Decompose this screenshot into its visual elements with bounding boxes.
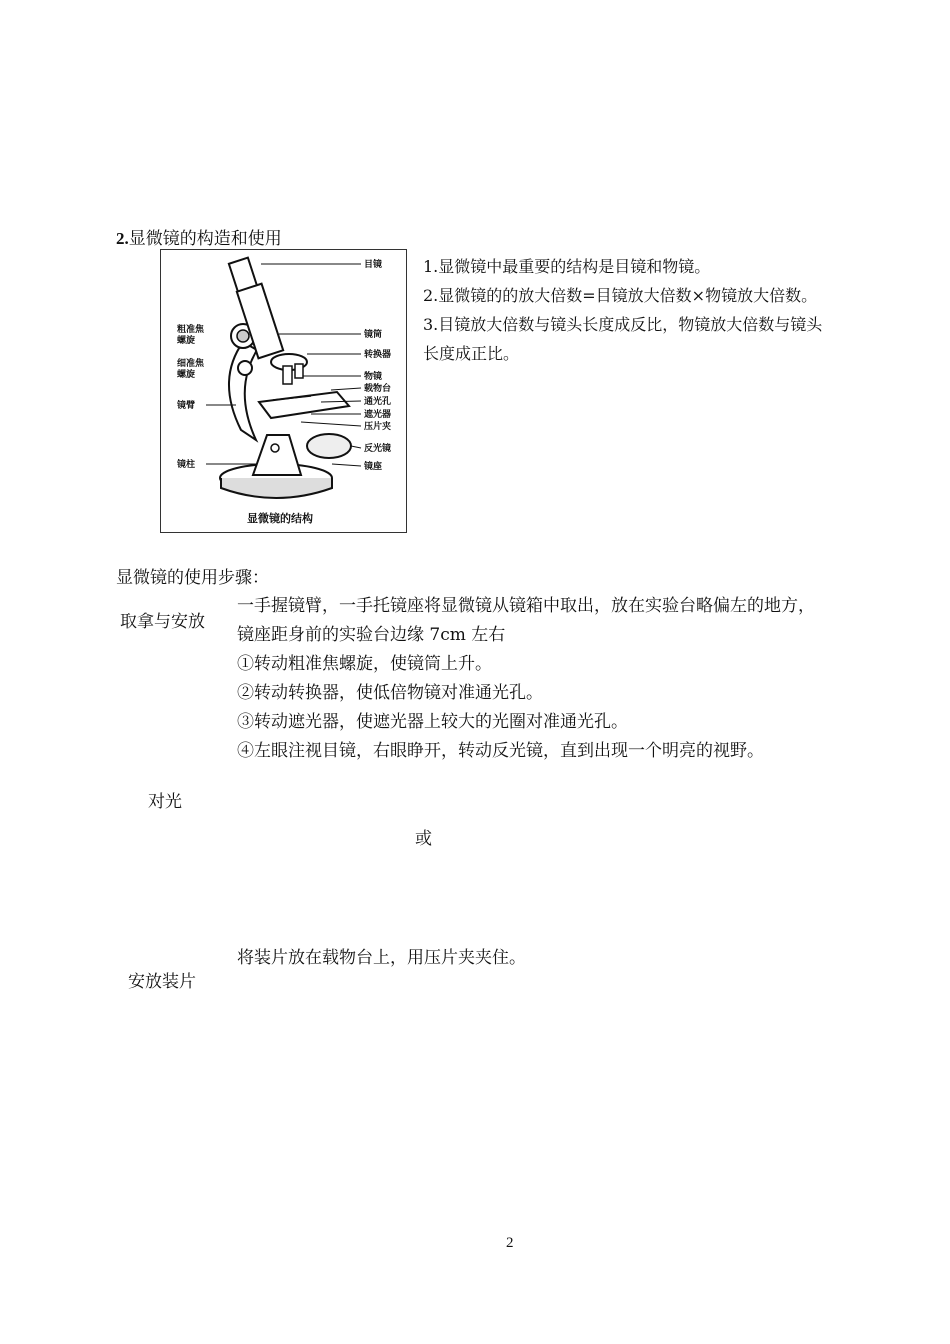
notes-list	[423, 252, 923, 368]
pillar-shape	[253, 435, 301, 475]
step-line: ①转动粗准焦螺旋，使镜筒上升。	[237, 654, 492, 674]
note-item: 1.显微镜中最重要的结构是目镜和物镜。	[423, 257, 711, 276]
step-label-mount: 安放装片	[128, 972, 196, 992]
section-title	[116, 224, 282, 249]
steps-title: 显微镜的使用步骤：	[116, 568, 269, 588]
label-arm: 镜臂	[177, 401, 196, 411]
step-line: ②转动转换器，使低倍物镜对准通光孔。	[237, 683, 543, 703]
label-eyepiece: 目镜	[364, 260, 383, 270]
step-line: ④左眼注视目镜，右眼睁开，转动反光镜，直到出现一个明亮的视野。	[237, 741, 764, 761]
or-text: 或	[415, 829, 432, 849]
label-converter: 转换器	[364, 350, 392, 360]
label-base: 镜座	[364, 462, 383, 472]
mirror-shape	[307, 434, 351, 458]
microscope-drawing	[161, 250, 406, 532]
step-label-take: 取拿与安放	[120, 612, 205, 632]
microscope-figure	[160, 249, 407, 533]
step-line: ③转动遮光器，使遮光器上较大的光圈对准通光孔。	[237, 712, 628, 732]
label-stage: 载物台	[364, 384, 392, 394]
label-diaphragm: 遮光器	[364, 410, 392, 420]
label-clip: 压片夹	[364, 422, 392, 432]
step-line: 镜座距身前的实验台边缘 7cm 左右	[237, 625, 506, 645]
page-number: 2	[506, 1235, 514, 1251]
section-title-text: 显微镜的构造和使用	[128, 229, 282, 249]
figure-caption: 显微镜的结构	[247, 512, 313, 525]
label-mirror: 反光镜	[364, 444, 392, 454]
label-stage-hole: 通光孔	[364, 397, 392, 407]
section-number: 2.	[116, 229, 129, 248]
label-pillar: 镜柱	[177, 460, 196, 470]
note-item: 2.显微镜的的放大倍数=目镜放大倍数×物镜放大倍数。	[423, 286, 818, 305]
step-text-take	[237, 592, 815, 650]
label-fine-2: 螺旋	[177, 370, 196, 380]
step-line: 一手握镜臂，一手托镜座将显微镜从镜箱中取出，放在实验台略偏左的地方，	[237, 596, 815, 616]
label-objective: 物镜	[364, 372, 383, 382]
step-label-light: 对光	[148, 792, 182, 812]
step-line: 将装片放在载物台上，用压片夹夹住。	[237, 948, 526, 968]
note-item: 3.目镜放大倍数与镜头长度成反比，物镜放大倍数与镜头	[423, 315, 823, 334]
label-fine-1: 细准焦	[177, 359, 205, 369]
note-item: 长度成正比。	[423, 344, 520, 363]
label-tube: 镜筒	[364, 330, 383, 340]
step-text-light	[237, 650, 764, 766]
step-text-mount	[237, 944, 526, 973]
label-coarse-2: 螺旋	[177, 336, 196, 346]
label-coarse-1: 粗准焦	[177, 325, 205, 335]
fine-knob-shape	[238, 361, 252, 375]
arm-shape	[229, 342, 257, 440]
